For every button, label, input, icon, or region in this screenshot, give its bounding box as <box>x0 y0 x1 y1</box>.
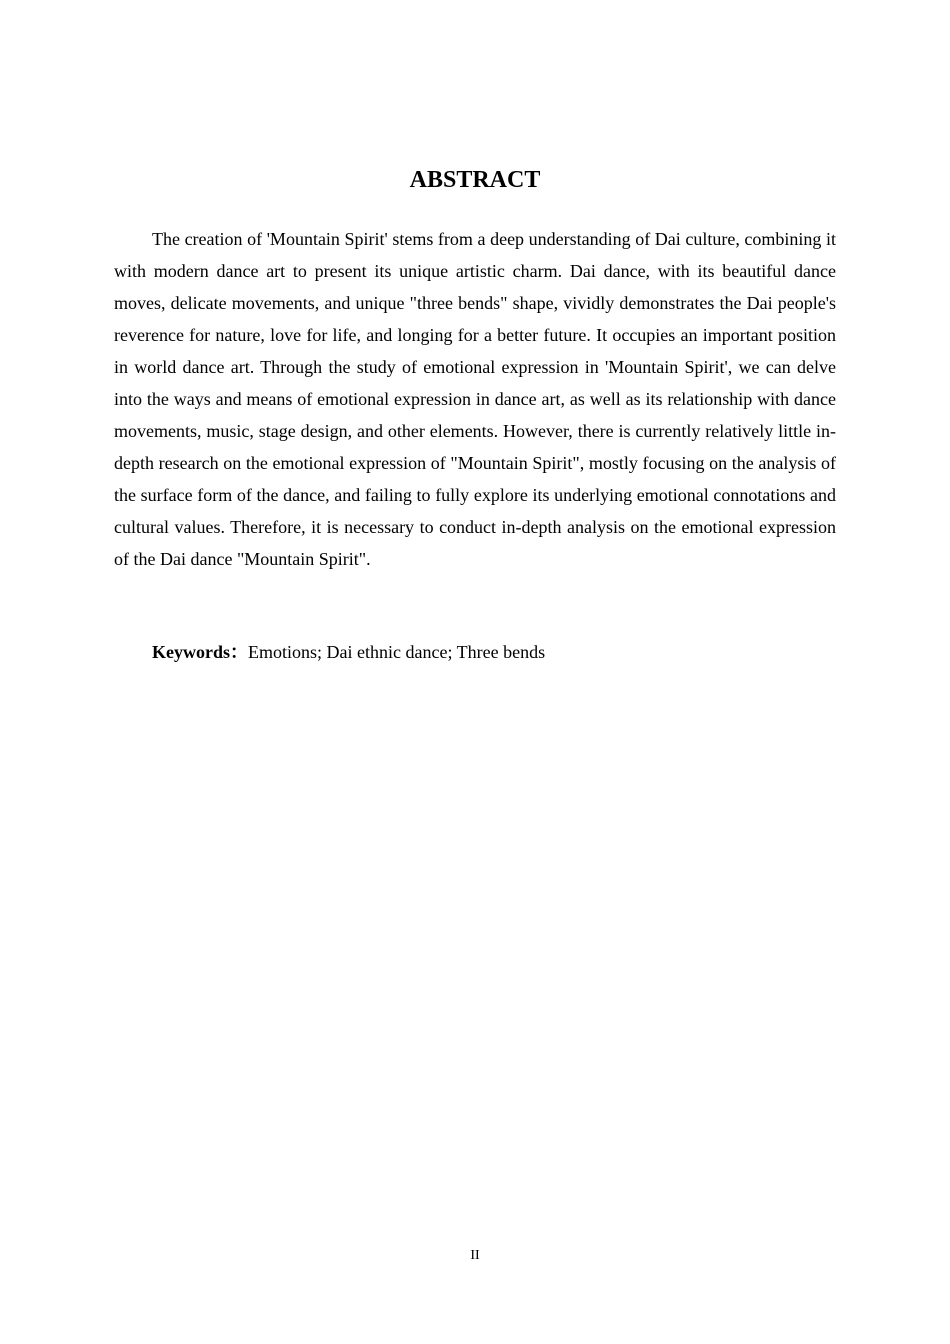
page-title: ABSTRACT <box>409 167 541 193</box>
abstract-paragraph: The creation of 'Mountain Spirit' stems from a deep understanding of Dai culture, combining it with modern dance art to present its unique artistic charm. Dai dance, with its beautiful dance moves, delicate movements, and unique "three bends" shape, vividly demonstrates the Dai people's reverence for nature, love for life, and longing for a better future. It occupies an important position in world dance art. Through the study of emotional expression in 'Mountain Spirit', we can delve into the ways and means of emotional expression in dance art, as well as its relationship with dance movements, music, stage design, and other elements. However, there is currently relatively little in-depth research on the emotional expression of "Mountain Spirit", mostly focusing on the analysis of the surface form of the dance, and failing to fully explore its underlying emotional connotations and cultural values. Therefore, it is necessary to conduct in-depth analysis on the emotional expression of the Dai dance "Mountain Spirit". <box>114 229 836 569</box>
keywords-line <box>152 636 545 668</box>
page-number: II <box>470 1248 480 1263</box>
keywords-value: Emotions; Dai ethnic dance; Three bends <box>248 642 546 662</box>
keywords-label: Keywords： <box>152 642 248 662</box>
